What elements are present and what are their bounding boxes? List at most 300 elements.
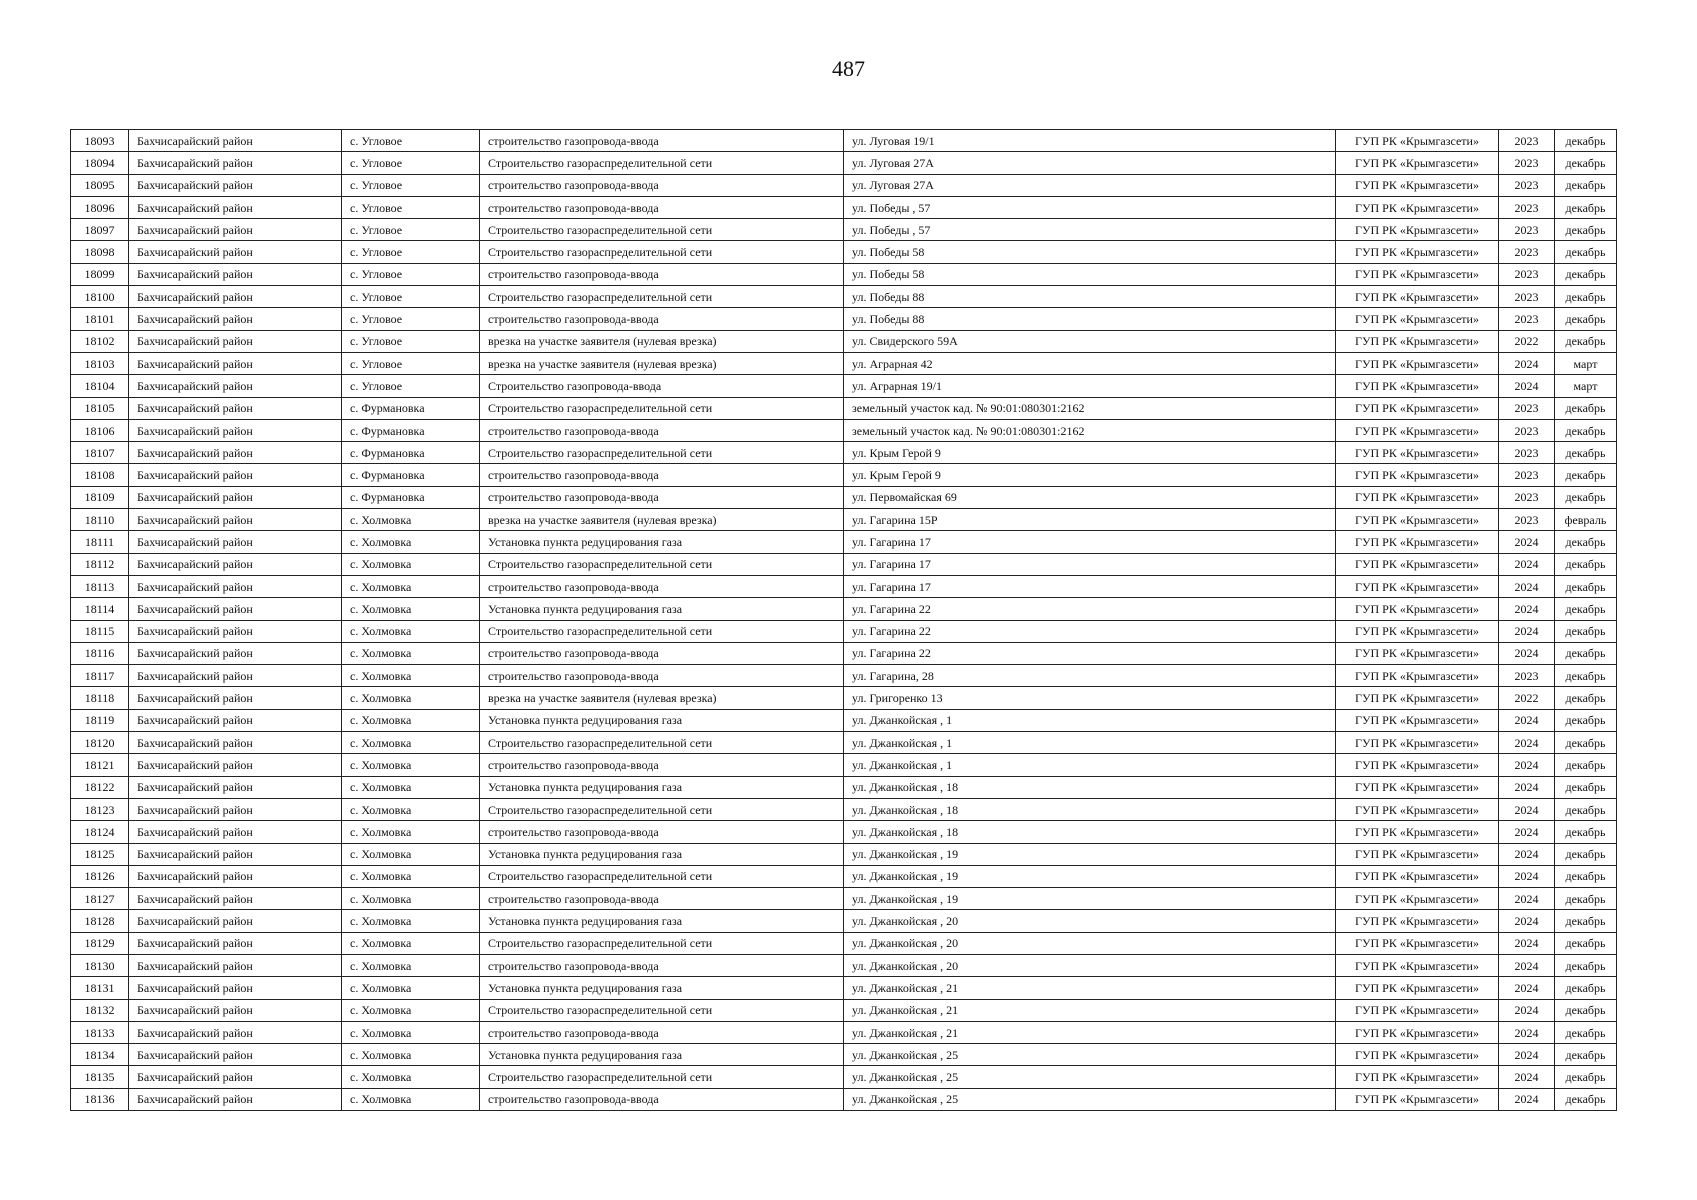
work-type-cell: Установка пункта редуцирования газа <box>480 709 844 731</box>
table-row <box>71 709 1617 731</box>
address-cell: ул. Джанкойская , 19 <box>844 865 1336 887</box>
table-row <box>71 754 1617 776</box>
row-number-cell: 18097 <box>71 219 129 241</box>
page-number: 487 <box>832 56 865 81</box>
settlement-cell: с. Фурмановка <box>342 397 480 419</box>
row-number-cell: 18123 <box>71 798 129 820</box>
district-cell: Бахчисарайский район <box>129 464 342 486</box>
month-cell: март <box>1555 352 1617 374</box>
district-cell: Бахчисарайский район <box>129 174 342 196</box>
settlement-cell: с. Фурмановка <box>342 419 480 441</box>
district-cell: Бахчисарайский район <box>129 776 342 798</box>
district-cell: Бахчисарайский район <box>129 308 342 330</box>
row-number-cell: 18116 <box>71 642 129 664</box>
district-cell: Бахчисарайский район <box>129 754 342 776</box>
work-type-cell: Установка пункта редуцирования газа <box>480 776 844 798</box>
organization-cell: ГУП РК «Крымгазсети» <box>1336 865 1499 887</box>
settlement-cell: с. Холмовка <box>342 999 480 1021</box>
row-number-cell: 18095 <box>71 174 129 196</box>
district-cell: Бахчисарайский район <box>129 130 342 152</box>
organization-cell: ГУП РК «Крымгазсети» <box>1336 1021 1499 1043</box>
address-cell: ул. Аграрная 42 <box>844 352 1336 374</box>
month-cell: декабрь <box>1555 174 1617 196</box>
district-cell: Бахчисарайский район <box>129 286 342 308</box>
work-type-cell: строительство газопровода-ввода <box>480 888 844 910</box>
month-cell: декабрь <box>1555 598 1617 620</box>
work-type-cell: Строительство газопровода-ввода <box>480 375 844 397</box>
year-cell: 2024 <box>1499 776 1555 798</box>
settlement-cell: с. Холмовка <box>342 865 480 887</box>
month-cell: декабрь <box>1555 330 1617 352</box>
row-number-cell: 18118 <box>71 687 129 709</box>
month-cell: декабрь <box>1555 219 1617 241</box>
year-cell: 2023 <box>1499 152 1555 174</box>
year-cell: 2023 <box>1499 196 1555 218</box>
address-cell: ул. Джанкойская , 25 <box>844 1066 1336 1088</box>
work-type-cell: Строительство газораспределительной сети <box>480 219 844 241</box>
table-row <box>71 865 1617 887</box>
district-cell: Бахчисарайский район <box>129 397 342 419</box>
organization-cell: ГУП РК «Крымгазсети» <box>1336 598 1499 620</box>
organization-cell: ГУП РК «Крымгазсети» <box>1336 196 1499 218</box>
district-cell: Бахчисарайский район <box>129 932 342 954</box>
organization-cell: ГУП РК «Крымгазсети» <box>1336 642 1499 664</box>
settlement-cell: с. Холмовка <box>342 642 480 664</box>
address-cell: ул. Гагарина, 28 <box>844 665 1336 687</box>
organization-cell: ГУП РК «Крымгазсети» <box>1336 219 1499 241</box>
settlement-cell: с. Холмовка <box>342 776 480 798</box>
district-cell: Бахчисарайский район <box>129 352 342 374</box>
month-cell: декабрь <box>1555 665 1617 687</box>
row-number-cell: 18093 <box>71 130 129 152</box>
district-cell: Бахчисарайский район <box>129 553 342 575</box>
registry-body <box>71 130 1617 1111</box>
district-cell: Бахчисарайский район <box>129 442 342 464</box>
row-number-cell: 18099 <box>71 263 129 285</box>
organization-cell: ГУП РК «Крымгазсети» <box>1336 263 1499 285</box>
table-row <box>71 308 1617 330</box>
address-cell: ул. Гагарина 17 <box>844 531 1336 553</box>
address-cell: ул. Крым Герой 9 <box>844 464 1336 486</box>
table-row <box>71 330 1617 352</box>
row-number-cell: 18125 <box>71 843 129 865</box>
month-cell: декабрь <box>1555 397 1617 419</box>
organization-cell: ГУП РК «Крымгазсети» <box>1336 754 1499 776</box>
address-cell: ул. Джанкойская , 1 <box>844 732 1336 754</box>
district-cell: Бахчисарайский район <box>129 419 342 441</box>
month-cell: декабрь <box>1555 910 1617 932</box>
organization-cell: ГУП РК «Крымгазсети» <box>1336 174 1499 196</box>
row-number-cell: 18119 <box>71 709 129 731</box>
work-type-cell: Строительство газораспределительной сети <box>480 286 844 308</box>
address-cell: ул. Джанкойская , 19 <box>844 843 1336 865</box>
year-cell: 2023 <box>1499 308 1555 330</box>
work-type-cell: строительство газопровода-ввода <box>480 821 844 843</box>
row-number-cell: 18115 <box>71 620 129 642</box>
district-cell: Бахчисарайский район <box>129 910 342 932</box>
year-cell: 2024 <box>1499 642 1555 664</box>
work-type-cell: строительство газопровода-ввода <box>480 754 844 776</box>
row-number-cell: 18122 <box>71 776 129 798</box>
table-row <box>71 263 1617 285</box>
table-row <box>71 1044 1617 1066</box>
work-type-cell: Строительство газораспределительной сети <box>480 865 844 887</box>
table-row <box>71 1021 1617 1043</box>
month-cell: декабрь <box>1555 932 1617 954</box>
settlement-cell: с. Угловое <box>342 130 480 152</box>
settlement-cell: с. Угловое <box>342 241 480 263</box>
organization-cell: ГУП РК «Крымгазсети» <box>1336 486 1499 508</box>
district-cell: Бахчисарайский район <box>129 888 342 910</box>
organization-cell: ГУП РК «Крымгазсети» <box>1336 330 1499 352</box>
settlement-cell: с. Холмовка <box>342 509 480 531</box>
address-cell: ул. Победы , 57 <box>844 196 1336 218</box>
district-cell: Бахчисарайский район <box>129 1044 342 1066</box>
address-cell: ул. Джанкойская , 21 <box>844 999 1336 1021</box>
district-cell: Бахчисарайский район <box>129 330 342 352</box>
table-row <box>71 776 1617 798</box>
table-row <box>71 241 1617 263</box>
organization-cell: ГУП РК «Крымгазсети» <box>1336 130 1499 152</box>
month-cell: декабрь <box>1555 977 1617 999</box>
address-cell: ул. Крым Герой 9 <box>844 442 1336 464</box>
table-row <box>71 219 1617 241</box>
table-row <box>71 642 1617 664</box>
month-cell: декабрь <box>1555 620 1617 642</box>
organization-cell: ГУП РК «Крымгазсети» <box>1336 798 1499 820</box>
table-row <box>71 464 1617 486</box>
settlement-cell: с. Холмовка <box>342 843 480 865</box>
address-cell: ул. Победы , 57 <box>844 219 1336 241</box>
row-number-cell: 18114 <box>71 598 129 620</box>
row-number-cell: 18130 <box>71 954 129 976</box>
month-cell: декабрь <box>1555 888 1617 910</box>
work-type-cell: врезка на участке заявителя (нулевая врезка) <box>480 352 844 374</box>
settlement-cell: с. Холмовка <box>342 754 480 776</box>
organization-cell: ГУП РК «Крымгазсети» <box>1336 999 1499 1021</box>
settlement-cell: с. Угловое <box>342 152 480 174</box>
organization-cell: ГУП РК «Крымгазсети» <box>1336 977 1499 999</box>
row-number-cell: 18101 <box>71 308 129 330</box>
work-type-cell: строительство газопровода-ввода <box>480 130 844 152</box>
table-row <box>71 888 1617 910</box>
month-cell: декабрь <box>1555 732 1617 754</box>
settlement-cell: с. Угловое <box>342 330 480 352</box>
row-number-cell: 18096 <box>71 196 129 218</box>
year-cell: 2024 <box>1499 1021 1555 1043</box>
table-row <box>71 821 1617 843</box>
district-cell: Бахчисарайский район <box>129 843 342 865</box>
row-number-cell: 18124 <box>71 821 129 843</box>
district-cell: Бахчисарайский район <box>129 598 342 620</box>
work-type-cell: Установка пункта редуцирования газа <box>480 910 844 932</box>
settlement-cell: с. Холмовка <box>342 1066 480 1088</box>
table-row <box>71 843 1617 865</box>
district-cell: Бахчисарайский район <box>129 865 342 887</box>
table-row <box>71 687 1617 709</box>
table-row <box>71 286 1617 308</box>
row-number-cell: 18102 <box>71 330 129 352</box>
work-type-cell: врезка на участке заявителя (нулевая врезка) <box>480 687 844 709</box>
table-row <box>71 798 1617 820</box>
month-cell: декабрь <box>1555 1066 1617 1088</box>
district-cell: Бахчисарайский район <box>129 509 342 531</box>
address-cell: ул. Гагарина 22 <box>844 620 1336 642</box>
month-cell: декабрь <box>1555 1021 1617 1043</box>
year-cell: 2024 <box>1499 865 1555 887</box>
organization-cell: ГУП РК «Крымгазсети» <box>1336 509 1499 531</box>
table-row <box>71 486 1617 508</box>
row-number-cell: 18134 <box>71 1044 129 1066</box>
address-cell: ул. Джанкойская , 25 <box>844 1088 1336 1110</box>
year-cell: 2024 <box>1499 598 1555 620</box>
month-cell: декабрь <box>1555 954 1617 976</box>
work-type-cell: строительство газопровода-ввода <box>480 486 844 508</box>
district-cell: Бахчисарайский район <box>129 999 342 1021</box>
table-row <box>71 531 1617 553</box>
work-type-cell: строительство газопровода-ввода <box>480 665 844 687</box>
settlement-cell: с. Фурмановка <box>342 486 480 508</box>
row-number-cell: 18121 <box>71 754 129 776</box>
organization-cell: ГУП РК «Крымгазсети» <box>1336 553 1499 575</box>
organization-cell: ГУП РК «Крымгазсети» <box>1336 821 1499 843</box>
address-cell: ул. Джанкойская , 1 <box>844 709 1336 731</box>
work-type-cell: строительство газопровода-ввода <box>480 174 844 196</box>
month-cell: декабрь <box>1555 999 1617 1021</box>
table-row <box>71 999 1617 1021</box>
row-number-cell: 18135 <box>71 1066 129 1088</box>
organization-cell: ГУП РК «Крымгазсети» <box>1336 1044 1499 1066</box>
row-number-cell: 18109 <box>71 486 129 508</box>
month-cell: декабрь <box>1555 1088 1617 1110</box>
year-cell: 2024 <box>1499 977 1555 999</box>
settlement-cell: с. Холмовка <box>342 553 480 575</box>
year-cell: 2024 <box>1499 999 1555 1021</box>
organization-cell: ГУП РК «Крымгазсети» <box>1336 954 1499 976</box>
work-type-cell: строительство газопровода-ввода <box>480 308 844 330</box>
year-cell: 2024 <box>1499 754 1555 776</box>
address-cell: ул. Джанкойская , 18 <box>844 776 1336 798</box>
address-cell: земельный участок кад. № 90:01:080301:2162 <box>844 397 1336 419</box>
settlement-cell: с. Холмовка <box>342 954 480 976</box>
month-cell: декабрь <box>1555 575 1617 597</box>
work-type-cell: Строительство газораспределительной сети <box>480 620 844 642</box>
settlement-cell: с. Угловое <box>342 308 480 330</box>
district-cell: Бахчисарайский район <box>129 531 342 553</box>
settlement-cell: с. Угловое <box>342 263 480 285</box>
month-cell: декабрь <box>1555 152 1617 174</box>
district-cell: Бахчисарайский район <box>129 152 342 174</box>
settlement-cell: с. Угловое <box>342 286 480 308</box>
table-row <box>71 174 1617 196</box>
year-cell: 2024 <box>1499 1088 1555 1110</box>
address-cell: ул. Гагарина 22 <box>844 642 1336 664</box>
table-row <box>71 977 1617 999</box>
settlement-cell: с. Холмовка <box>342 709 480 731</box>
work-type-cell: Строительство газораспределительной сети <box>480 397 844 419</box>
organization-cell: ГУП РК «Крымгазсети» <box>1336 375 1499 397</box>
row-number-cell: 18128 <box>71 910 129 932</box>
settlement-cell: с. Холмовка <box>342 1088 480 1110</box>
district-cell: Бахчисарайский район <box>129 620 342 642</box>
address-cell: ул. Гагарина 17 <box>844 575 1336 597</box>
row-number-cell: 18120 <box>71 732 129 754</box>
month-cell: декабрь <box>1555 486 1617 508</box>
work-type-cell: Установка пункта редуцирования газа <box>480 598 844 620</box>
address-cell: ул. Победы 88 <box>844 286 1336 308</box>
settlement-cell: с. Холмовка <box>342 620 480 642</box>
district-cell: Бахчисарайский район <box>129 821 342 843</box>
district-cell: Бахчисарайский район <box>129 1088 342 1110</box>
organization-cell: ГУП РК «Крымгазсети» <box>1336 352 1499 374</box>
row-number-cell: 18112 <box>71 553 129 575</box>
organization-cell: ГУП РК «Крымгазсети» <box>1336 575 1499 597</box>
work-type-cell: Установка пункта редуцирования газа <box>480 531 844 553</box>
district-cell: Бахчисарайский район <box>129 665 342 687</box>
table-row <box>71 152 1617 174</box>
table-row <box>71 196 1617 218</box>
settlement-cell: с. Фурмановка <box>342 442 480 464</box>
address-cell: ул. Победы 58 <box>844 241 1336 263</box>
year-cell: 2023 <box>1499 286 1555 308</box>
organization-cell: ГУП РК «Крымгазсети» <box>1336 419 1499 441</box>
settlement-cell: с. Холмовка <box>342 798 480 820</box>
table-row <box>71 665 1617 687</box>
month-cell: декабрь <box>1555 798 1617 820</box>
year-cell: 2024 <box>1499 375 1555 397</box>
address-cell: ул. Джанкойская , 25 <box>844 1044 1336 1066</box>
work-type-cell: строительство газопровода-ввода <box>480 954 844 976</box>
address-cell: ул. Джанкойская , 21 <box>844 1021 1336 1043</box>
organization-cell: ГУП РК «Крымгазсети» <box>1336 397 1499 419</box>
year-cell: 2024 <box>1499 732 1555 754</box>
address-cell: ул. Луговая 27А <box>844 174 1336 196</box>
address-cell: ул. Аграрная 19/1 <box>844 375 1336 397</box>
year-cell: 2024 <box>1499 1066 1555 1088</box>
district-cell: Бахчисарайский район <box>129 263 342 285</box>
district-cell: Бахчисарайский район <box>129 486 342 508</box>
row-number-cell: 18126 <box>71 865 129 887</box>
work-type-cell: строительство газопровода-ввода <box>480 263 844 285</box>
month-cell: декабрь <box>1555 821 1617 843</box>
settlement-cell: с. Угловое <box>342 196 480 218</box>
year-cell: 2023 <box>1499 486 1555 508</box>
district-cell: Бахчисарайский район <box>129 1021 342 1043</box>
month-cell: декабрь <box>1555 130 1617 152</box>
work-type-cell: Строительство газораспределительной сети <box>480 553 844 575</box>
row-number-cell: 18117 <box>71 665 129 687</box>
address-cell: ул. Луговая 27А <box>844 152 1336 174</box>
year-cell: 2024 <box>1499 575 1555 597</box>
address-cell: ул. Джанкойская , 20 <box>844 932 1336 954</box>
organization-cell: ГУП РК «Крымгазсети» <box>1336 241 1499 263</box>
settlement-cell: с. Угловое <box>342 219 480 241</box>
month-cell: декабрь <box>1555 196 1617 218</box>
district-cell: Бахчисарайский район <box>129 642 342 664</box>
settlement-cell: с. Холмовка <box>342 575 480 597</box>
work-type-cell: Строительство газораспределительной сети <box>480 442 844 464</box>
table-row <box>71 419 1617 441</box>
month-cell: декабрь <box>1555 865 1617 887</box>
table-row <box>71 910 1617 932</box>
month-cell: декабрь <box>1555 776 1617 798</box>
work-type-cell: врезка на участке заявителя (нулевая врезка) <box>480 509 844 531</box>
address-cell: ул. Григоренко 13 <box>844 687 1336 709</box>
address-cell: ул. Джанкойская , 18 <box>844 821 1336 843</box>
year-cell: 2024 <box>1499 910 1555 932</box>
row-number-cell: 18131 <box>71 977 129 999</box>
district-cell: Бахчисарайский район <box>129 575 342 597</box>
organization-cell: ГУП РК «Крымгазсети» <box>1336 1066 1499 1088</box>
organization-cell: ГУП РК «Крымгазсети» <box>1336 932 1499 954</box>
settlement-cell: с. Фурмановка <box>342 464 480 486</box>
work-type-cell: врезка на участке заявителя (нулевая врезка) <box>480 330 844 352</box>
month-cell: декабрь <box>1555 642 1617 664</box>
settlement-cell: с. Холмовка <box>342 531 480 553</box>
row-number-cell: 18129 <box>71 932 129 954</box>
year-cell: 2023 <box>1499 442 1555 464</box>
row-number-cell: 18107 <box>71 442 129 464</box>
month-cell: декабрь <box>1555 553 1617 575</box>
work-type-cell: Установка пункта редуцирования газа <box>480 1044 844 1066</box>
address-cell: ул. Победы 88 <box>844 308 1336 330</box>
row-number-cell: 18108 <box>71 464 129 486</box>
year-cell: 2023 <box>1499 241 1555 263</box>
organization-cell: ГУП РК «Крымгазсети» <box>1336 665 1499 687</box>
table-row <box>71 620 1617 642</box>
row-number-cell: 18105 <box>71 397 129 419</box>
year-cell: 2024 <box>1499 932 1555 954</box>
year-cell: 2024 <box>1499 709 1555 731</box>
row-number-cell: 18110 <box>71 509 129 531</box>
settlement-cell: с. Холмовка <box>342 1021 480 1043</box>
year-cell: 2023 <box>1499 464 1555 486</box>
year-cell: 2023 <box>1499 263 1555 285</box>
district-cell: Бахчисарайский район <box>129 977 342 999</box>
table-row <box>71 352 1617 374</box>
row-number-cell: 18111 <box>71 531 129 553</box>
year-cell: 2023 <box>1499 130 1555 152</box>
organization-cell: ГУП РК «Крымгазсети» <box>1336 464 1499 486</box>
district-cell: Бахчисарайский район <box>129 709 342 731</box>
district-cell: Бахчисарайский район <box>129 798 342 820</box>
district-cell: Бахчисарайский район <box>129 732 342 754</box>
row-number-cell: 18136 <box>71 1088 129 1110</box>
year-cell: 2024 <box>1499 843 1555 865</box>
work-type-cell: Строительство газораспределительной сети <box>480 1066 844 1088</box>
work-type-cell: Строительство газораспределительной сети <box>480 999 844 1021</box>
month-cell: декабрь <box>1555 1044 1617 1066</box>
month-cell: декабрь <box>1555 263 1617 285</box>
table-row <box>71 575 1617 597</box>
table-row <box>71 598 1617 620</box>
district-cell: Бахчисарайский район <box>129 375 342 397</box>
month-cell: декабрь <box>1555 687 1617 709</box>
month-cell: март <box>1555 375 1617 397</box>
district-cell: Бахчисарайский район <box>129 196 342 218</box>
year-cell: 2022 <box>1499 687 1555 709</box>
row-number-cell: 18103 <box>71 352 129 374</box>
month-cell: декабрь <box>1555 464 1617 486</box>
work-type-cell: Строительство газораспределительной сети <box>480 932 844 954</box>
address-cell: ул. Джанкойская , 18 <box>844 798 1336 820</box>
address-cell: ул. Джанкойская , 1 <box>844 754 1336 776</box>
address-cell: ул. Джанкойская , 20 <box>844 910 1336 932</box>
address-cell: ул. Джанкойская , 21 <box>844 977 1336 999</box>
month-cell: декабрь <box>1555 531 1617 553</box>
settlement-cell: с. Холмовка <box>342 888 480 910</box>
settlement-cell: с. Угловое <box>342 352 480 374</box>
